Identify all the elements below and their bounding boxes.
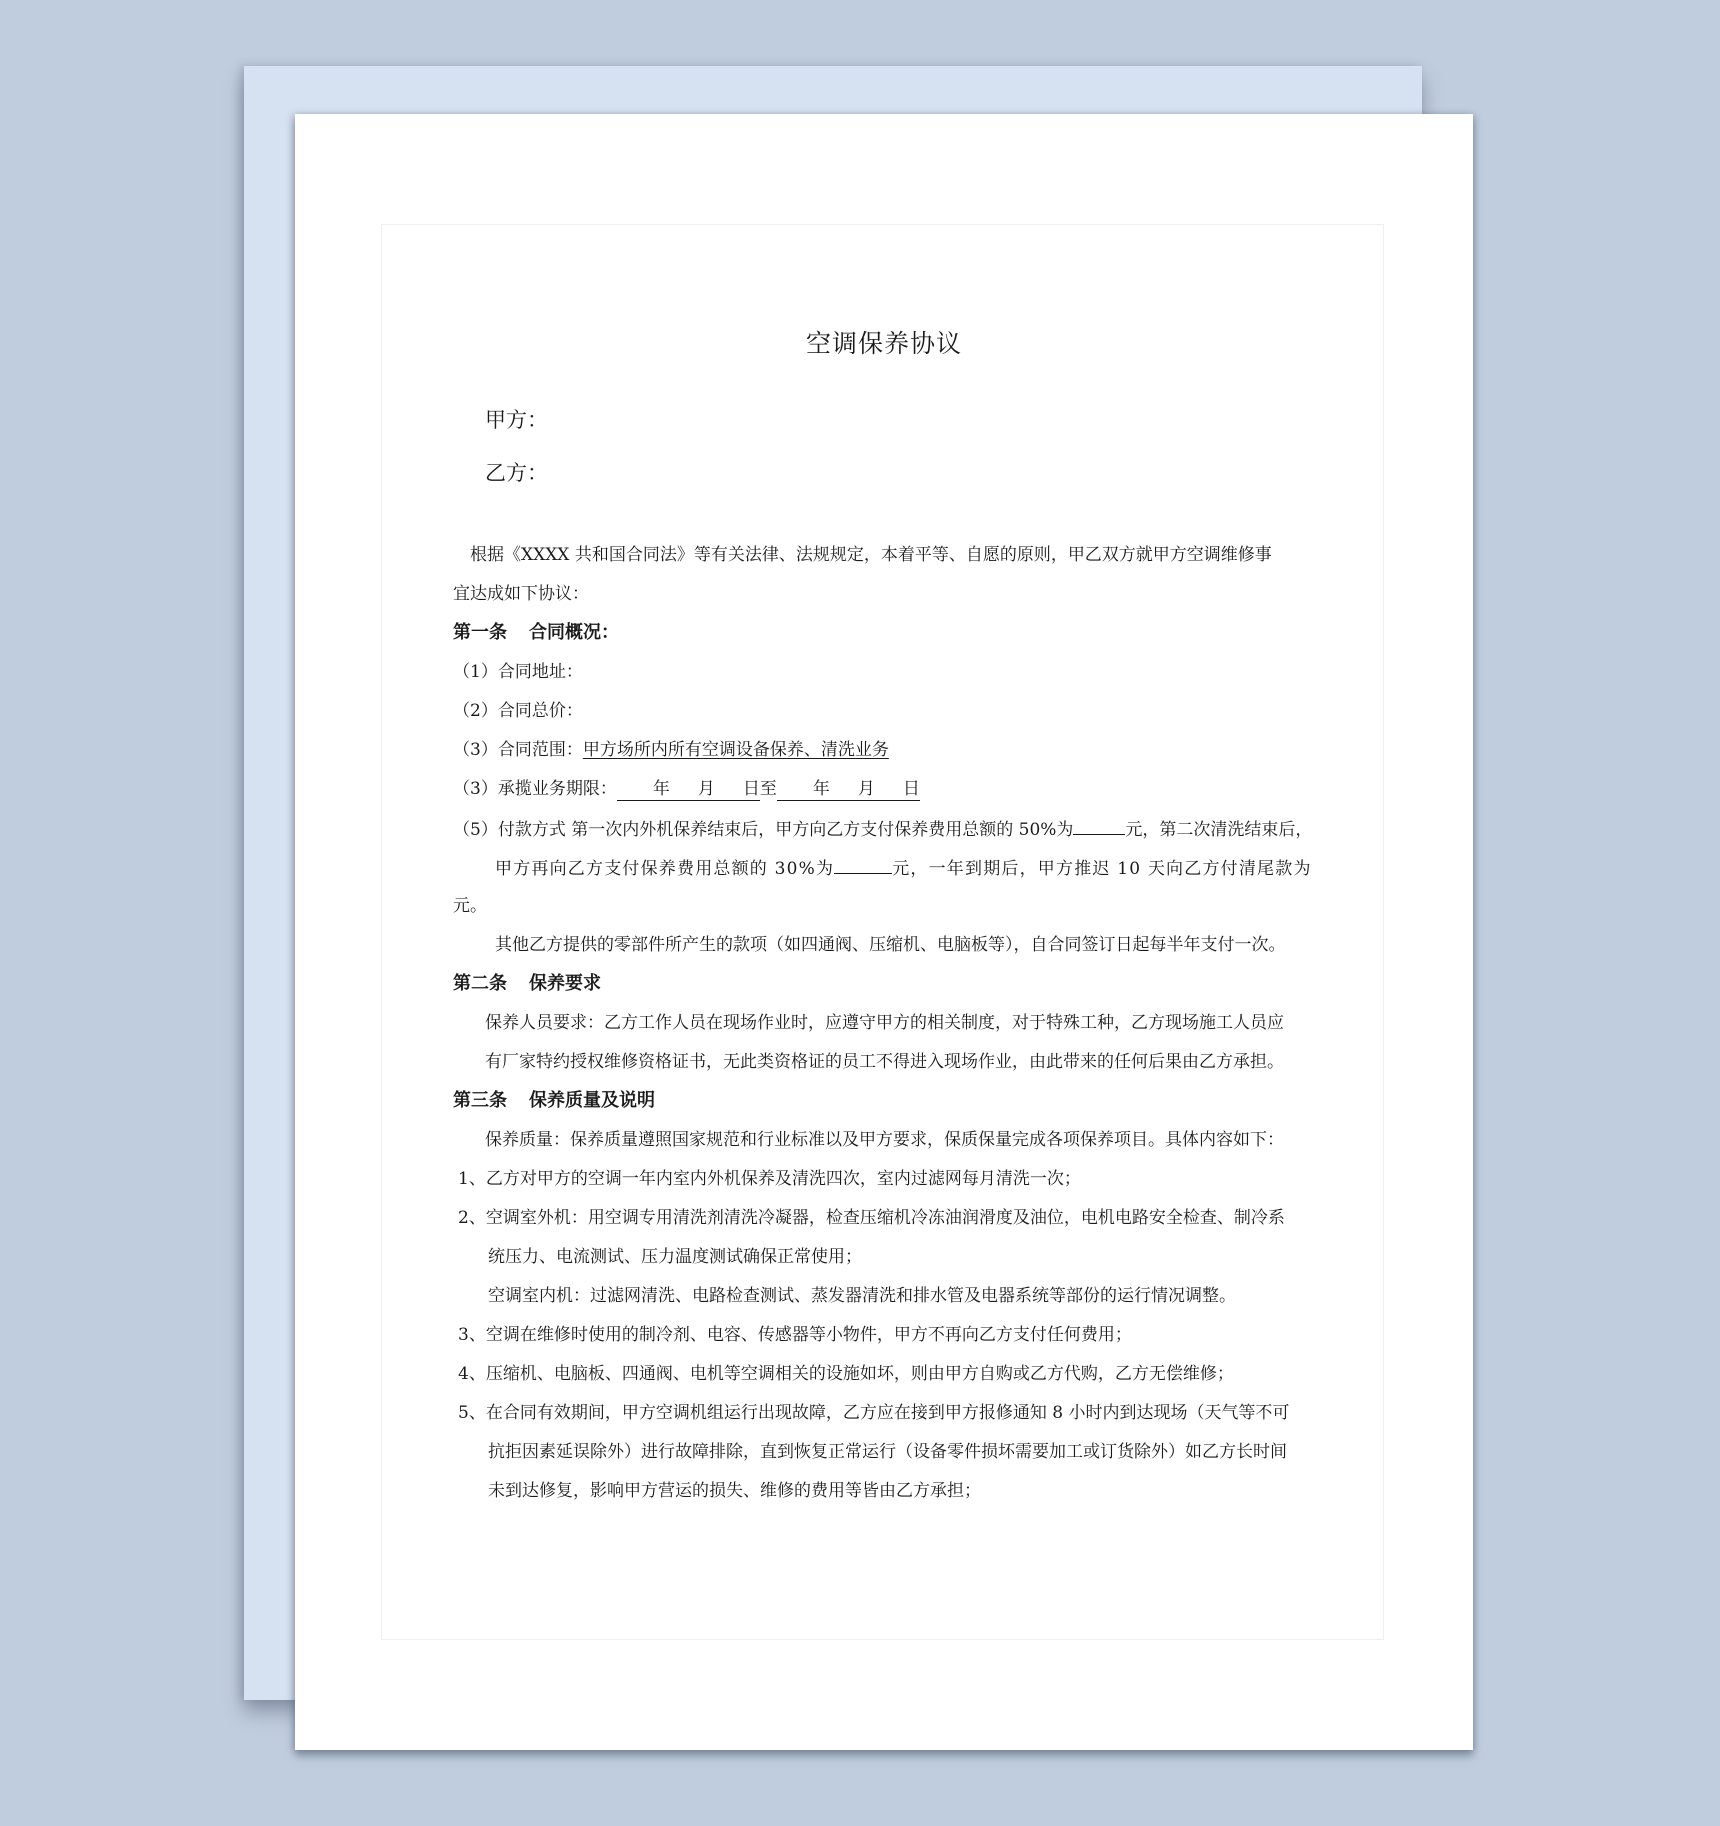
article-2-number: 第二条 xyxy=(453,973,507,994)
contract-scope-item xyxy=(453,739,889,761)
contract-scope-value: 甲方场所内所有空调设备保养、清洗业务 xyxy=(582,740,889,760)
start-day-label: 日 xyxy=(742,779,760,799)
contract-period-item xyxy=(453,778,920,801)
article-2-title: 保养要求 xyxy=(529,973,601,994)
payment-method-line-2 xyxy=(495,856,1312,880)
start-year-label: 年 xyxy=(652,779,670,799)
payment-method-line-3: 元。 xyxy=(453,896,487,916)
article-1-heading xyxy=(453,622,619,644)
intro-line-1: 根据《XXXX 共和国合同法》等有关法律、法规规定，本着平等、自愿的原则，甲乙双方就甲方空调维修事 xyxy=(470,545,1272,565)
payment-blank-50 xyxy=(1073,817,1125,835)
payment-text-b: 元，第二次清洗结束后， xyxy=(1125,820,1313,840)
contract-scope-label: （3）合同范围： xyxy=(453,740,583,760)
quality-item-2-line-3: 空调室内机：过滤网清洗、电路检查测试、蒸发器清洗和排水管及电器系统等部份的运行情况调整。 xyxy=(488,1286,1236,1306)
article-3-heading xyxy=(453,1090,655,1112)
quality-item-3: 3、空调在维修时使用的制冷剂、电容、传感器等小物件，甲方不再向乙方支付任何费用； xyxy=(458,1325,1132,1345)
payment-text-a: （5）付款方式 第一次内外机保养结束后，甲方向乙方支付保养费用总额的 50%为 xyxy=(453,820,1074,840)
end-month-label: 月 xyxy=(857,779,875,799)
payment-text-c: 甲方再向乙方支付保养费用总额的 30%为 xyxy=(495,859,835,879)
quality-item-5-line-2: 抗拒因素延误除外）进行故障排除，直到恢复正常运行（设备零件损坏需要加工或订货除外）如乙方长时间 xyxy=(488,1442,1287,1462)
end-day-label: 日 xyxy=(902,779,920,799)
payment-blank-30 xyxy=(834,856,892,874)
article-1-number: 第一条 xyxy=(453,622,507,643)
start-month-label: 月 xyxy=(697,779,715,799)
article-1-title: 合同概况： xyxy=(529,622,619,643)
party-b-label: 乙方： xyxy=(485,461,548,485)
quality-item-2-line-2: 统压力、电流测试、压力温度测试确保正常使用； xyxy=(488,1247,862,1267)
article-3-number: 第三条 xyxy=(453,1090,507,1111)
quality-item-5-line-1: 5、在合同有效期间，甲方空调机组运行出现故障，乙方应在接到甲方报修通知 8 小时内到达现场（天气等不可 xyxy=(458,1403,1290,1423)
staff-requirement-line-1: 保养人员要求：乙方工作人员在现场作业时，应遵守甲方的相关制度，对于特殊工种，乙方现场施工人员应 xyxy=(485,1013,1284,1033)
date-to-label: 至 xyxy=(759,779,777,799)
contract-price-item: （2）合同总价： xyxy=(453,701,583,721)
article-2-heading xyxy=(453,973,601,995)
contract-period-label: （3）承揽业务期限： xyxy=(453,779,617,799)
start-date-blank xyxy=(617,778,760,801)
payment-text-d: 元，一年到期后，甲方推迟 10 天向乙方付清尾款为 xyxy=(892,859,1312,879)
quality-item-5-line-3: 未到达修复，影响甲方营运的损失、维修的费用等皆由乙方承担； xyxy=(488,1481,981,1501)
end-date-blank xyxy=(777,778,920,801)
quality-item-4: 4、压缩机、电脑板、四通阀、电机等空调相关的设施如坏，则由甲方自购或乙方代购，乙方无偿维修； xyxy=(458,1364,1234,1384)
document-page xyxy=(295,114,1473,1750)
contract-address-item: （1）合同地址： xyxy=(453,662,583,682)
end-year-label: 年 xyxy=(812,779,830,799)
intro-line-2: 宜达成如下协议： xyxy=(453,584,589,604)
staff-requirement-line-2: 有厂家特约授权维修资格证书，无此类资格证的员工不得进入现场作业，由此带来的任何后果由乙方承担。 xyxy=(485,1052,1284,1072)
article-3-title: 保养质量及说明 xyxy=(529,1090,655,1111)
quality-item-2-line-1: 2、空调室外机：用空调专用清洗剂清洗冷凝器，检查压缩机冷冻油润滑度及油位，电机电路安全检查、制冷系 xyxy=(458,1208,1285,1228)
document-body xyxy=(295,114,1473,1750)
payment-method-line-1 xyxy=(453,817,1312,841)
party-a-label: 甲方： xyxy=(485,408,548,432)
quality-statement: 保养质量：保养质量遵照国家规范和行业标准以及甲方要求，保质保量完成各项保养项目。具体内容如下： xyxy=(485,1130,1284,1150)
document-title: 空调保养协议 xyxy=(805,329,962,358)
quality-item-1: 1、乙方对甲方的空调一年内室内外机保养及清洗四次，室内过滤网每月清洗一次； xyxy=(458,1169,1081,1189)
other-payment-text: 其他乙方提供的零部件所产生的款项（如四通阀、压缩机、电脑板等），自合同签订日起每半年支付一次。 xyxy=(495,935,1286,955)
